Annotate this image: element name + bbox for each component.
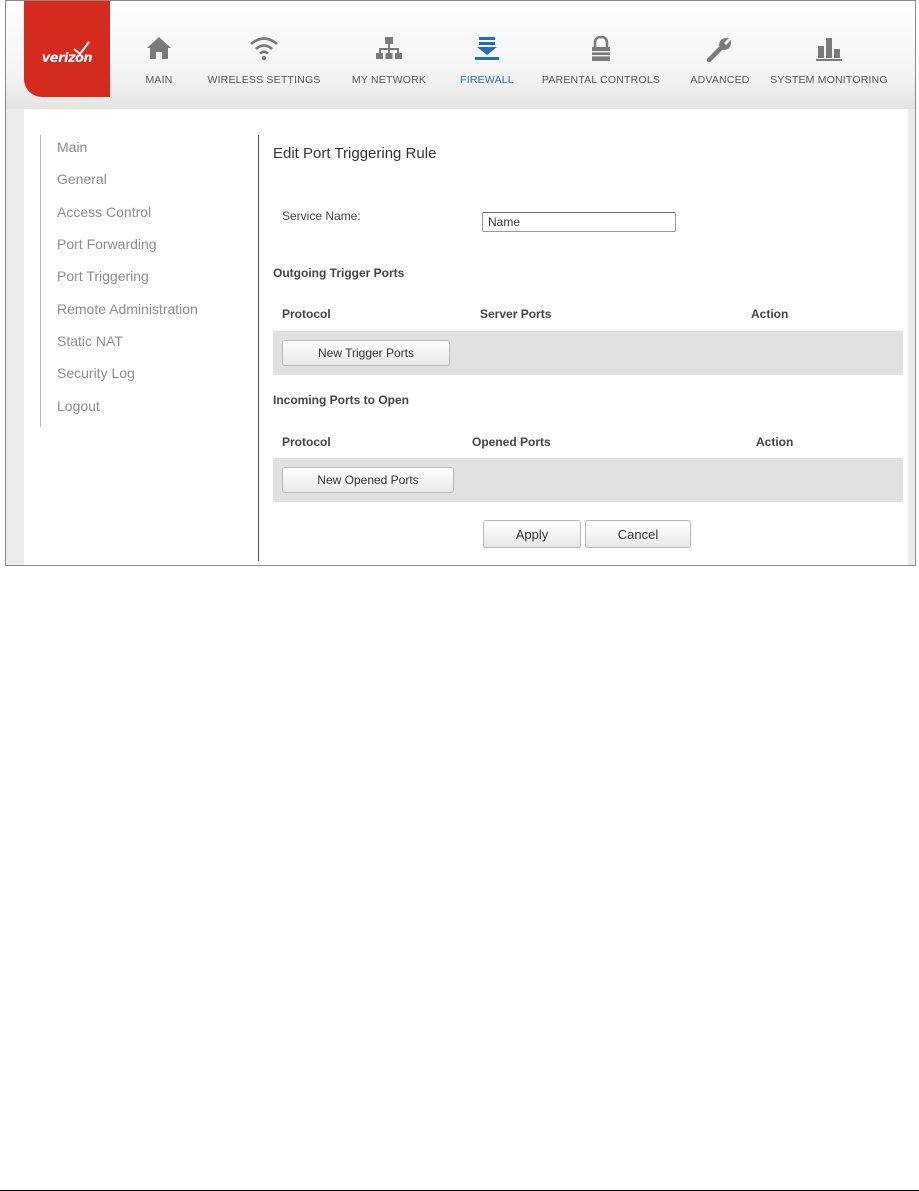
- sidebar-item-main[interactable]: Main: [57, 139, 88, 155]
- nav-label-wireless-settings: WIRELESS SETTINGS: [207, 74, 321, 86]
- incoming-col-opened-ports: Opened Ports: [472, 435, 551, 449]
- nav-item-my-network[interactable]: [344, 1, 434, 101]
- sidebar-item-general[interactable]: General: [57, 171, 107, 187]
- service-name-input[interactable]: [482, 212, 676, 232]
- new-trigger-ports-button[interactable]: New Trigger Ports: [282, 340, 450, 366]
- incoming-section-title: Incoming Ports to Open: [273, 393, 410, 407]
- nav-item-main[interactable]: [129, 1, 189, 101]
- nav-item-advanced[interactable]: [682, 1, 758, 101]
- top-navigation-bar: [6, 1, 915, 110]
- nav-label-system-monitoring: SYSTEM MONITORING: [770, 74, 888, 86]
- nav-item-parental-controls[interactable]: [536, 1, 666, 101]
- service-name-label: Service Name:: [282, 209, 361, 223]
- new-opened-ports-button[interactable]: New Opened Ports: [282, 467, 454, 493]
- lock-icon: [589, 35, 613, 63]
- router-admin-window: [5, 0, 916, 566]
- nav-item-wireless-settings[interactable]: [204, 1, 324, 101]
- wifi-icon: [249, 35, 279, 61]
- logo-text: verizon: [41, 51, 93, 66]
- cancel-button[interactable]: Cancel: [585, 520, 691, 548]
- incoming-ports-row: [273, 458, 903, 502]
- nav-item-system-monitoring[interactable]: [766, 1, 892, 101]
- sidebar-item-port-triggering[interactable]: Port Triggering: [57, 268, 149, 284]
- sidebar-item-remote-administration[interactable]: Remote Administration: [57, 301, 198, 317]
- outgoing-section-title: Outgoing Trigger Ports: [273, 266, 405, 280]
- wrench-icon: [706, 35, 734, 63]
- home-icon: [145, 35, 173, 61]
- verizon-logo[interactable]: [24, 1, 110, 97]
- apply-button[interactable]: Apply: [483, 520, 581, 548]
- sidebar-item-logout[interactable]: Logout: [57, 398, 100, 414]
- incoming-col-action: Action: [756, 435, 794, 449]
- page-title: Edit Port Triggering Rule: [273, 145, 437, 162]
- sidebar-item-static-nat[interactable]: Static NAT: [57, 333, 123, 349]
- nav-item-firewall[interactable]: [452, 1, 522, 101]
- outgoing-col-action: Action: [751, 307, 789, 321]
- sidebar-item-access-control[interactable]: Access Control: [57, 204, 152, 220]
- nav-label-advanced: ADVANCED: [690, 74, 750, 86]
- firewall-icon: [473, 35, 501, 61]
- nav-label-main: MAIN: [145, 74, 173, 86]
- nav-label-parental-controls: PARENTAL CONTROLS: [541, 74, 661, 86]
- main-divider: [258, 135, 259, 561]
- nav-label-my-network: MY NETWORK: [351, 74, 427, 86]
- main-content-panel: [24, 109, 908, 565]
- incoming-col-protocol: Protocol: [282, 435, 331, 449]
- sidebar-item-port-forwarding[interactable]: Port Forwarding: [57, 236, 157, 252]
- sidebar-item-security-log[interactable]: Security Log: [57, 365, 135, 381]
- sidebar-divider: [40, 135, 41, 427]
- nav-label-firewall: FIREWALL: [460, 74, 514, 86]
- outgoing-col-server-ports: Server Ports: [480, 307, 552, 321]
- bar-chart-icon: [815, 35, 843, 61]
- outgoing-ports-row: [273, 331, 903, 375]
- network-icon: [375, 35, 403, 61]
- outgoing-col-protocol: Protocol: [282, 307, 331, 321]
